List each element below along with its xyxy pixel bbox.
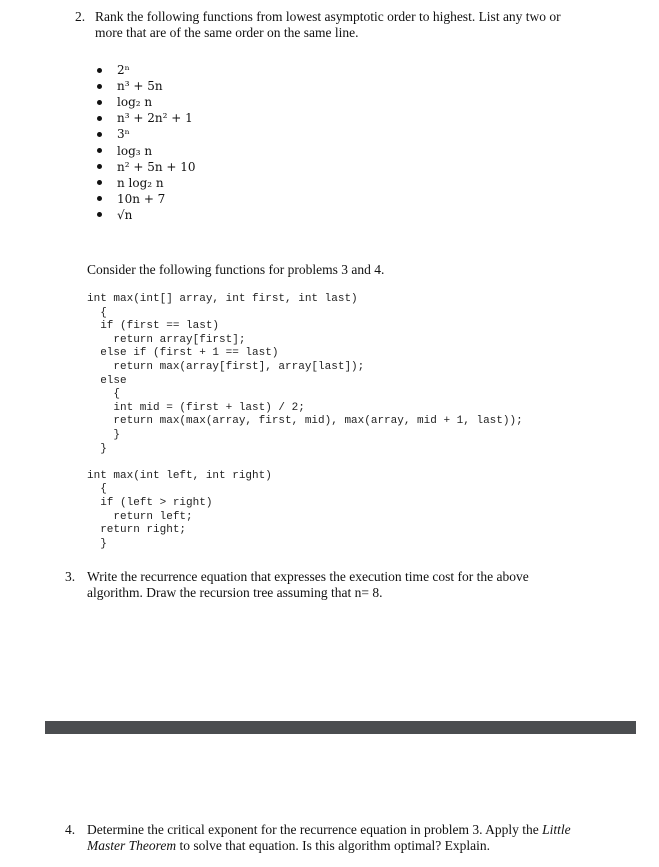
bullet-icon bbox=[97, 68, 102, 73]
question-4-line-1-italic: Little bbox=[542, 822, 571, 837]
list-item bbox=[97, 78, 196, 94]
bullet-icon bbox=[97, 84, 102, 89]
code-listing: int max(int[] array, int first, int last) { if (first == last) return array[first]; else if (first + 1 == last) return max(array[first], array[last]); else { int mid = (first + last) / 2; return max(max(array, first, mid), max(array, mid + 1, last)); } } int max(int left, int right) { if (left > right) return left; return right; } bbox=[87, 293, 523, 550]
function-expression: √n bbox=[117, 207, 133, 222]
list-item bbox=[97, 175, 196, 191]
function-expression: 2ⁿ bbox=[117, 63, 130, 78]
list-item bbox=[97, 142, 196, 158]
list-item bbox=[97, 126, 196, 142]
function-expression: n³ + 2n² + 1 bbox=[117, 111, 193, 126]
question-4-number: 4. bbox=[65, 822, 76, 837]
question-3-number: 3. bbox=[65, 569, 76, 584]
bullet-icon bbox=[97, 148, 102, 153]
bullet-icon bbox=[97, 100, 102, 105]
question-4-line-2 bbox=[87, 838, 490, 854]
bullet-icon bbox=[97, 116, 102, 121]
question-4-line-1-text: Determine the critical exponent for the recurrence equation in problem 3. Apply the bbox=[87, 822, 543, 837]
list-item bbox=[97, 94, 196, 110]
consider-statement: Consider the following functions for problems 3 and 4. bbox=[87, 262, 385, 277]
bullet-icon bbox=[97, 212, 102, 217]
question-2-number: 2. bbox=[75, 9, 86, 24]
bullet-icon bbox=[97, 196, 102, 201]
function-expression: n² + 5n + 10 bbox=[117, 159, 196, 174]
function-list bbox=[97, 62, 196, 223]
bullet-icon bbox=[97, 180, 102, 185]
list-item bbox=[97, 207, 196, 223]
function-expression: log₂ n bbox=[117, 95, 153, 110]
function-expression: 10n + 7 bbox=[117, 191, 166, 206]
list-item bbox=[97, 191, 196, 207]
question-4-line-2-italic: Master Theorem bbox=[87, 838, 177, 853]
list-item bbox=[97, 159, 196, 175]
question-3-line-2: algorithm. Draw the recursion tree assuming that n= 8. bbox=[87, 585, 383, 600]
question-2-line-2: more that are of the same order on the same line. bbox=[95, 25, 359, 40]
question-4-line-2-text: to solve that equation. Is this algorithm optimal? Explain. bbox=[176, 838, 490, 853]
bullet-icon bbox=[97, 132, 102, 137]
section-divider bbox=[45, 721, 636, 734]
function-expression: n log₂ n bbox=[117, 175, 164, 190]
question-4-line-1 bbox=[87, 822, 571, 838]
question-3-line-1: Write the recurrence equation that expresses the execution time cost for the above bbox=[87, 569, 529, 584]
list-item bbox=[97, 62, 196, 78]
function-expression: 3ⁿ bbox=[117, 127, 130, 142]
question-2-line-1: Rank the following functions from lowest asymptotic order to highest. List any two or bbox=[95, 9, 561, 24]
list-item bbox=[97, 110, 196, 126]
function-expression: n³ + 5n bbox=[117, 79, 163, 94]
function-expression: log₃ n bbox=[117, 143, 153, 158]
bullet-icon bbox=[97, 164, 102, 169]
